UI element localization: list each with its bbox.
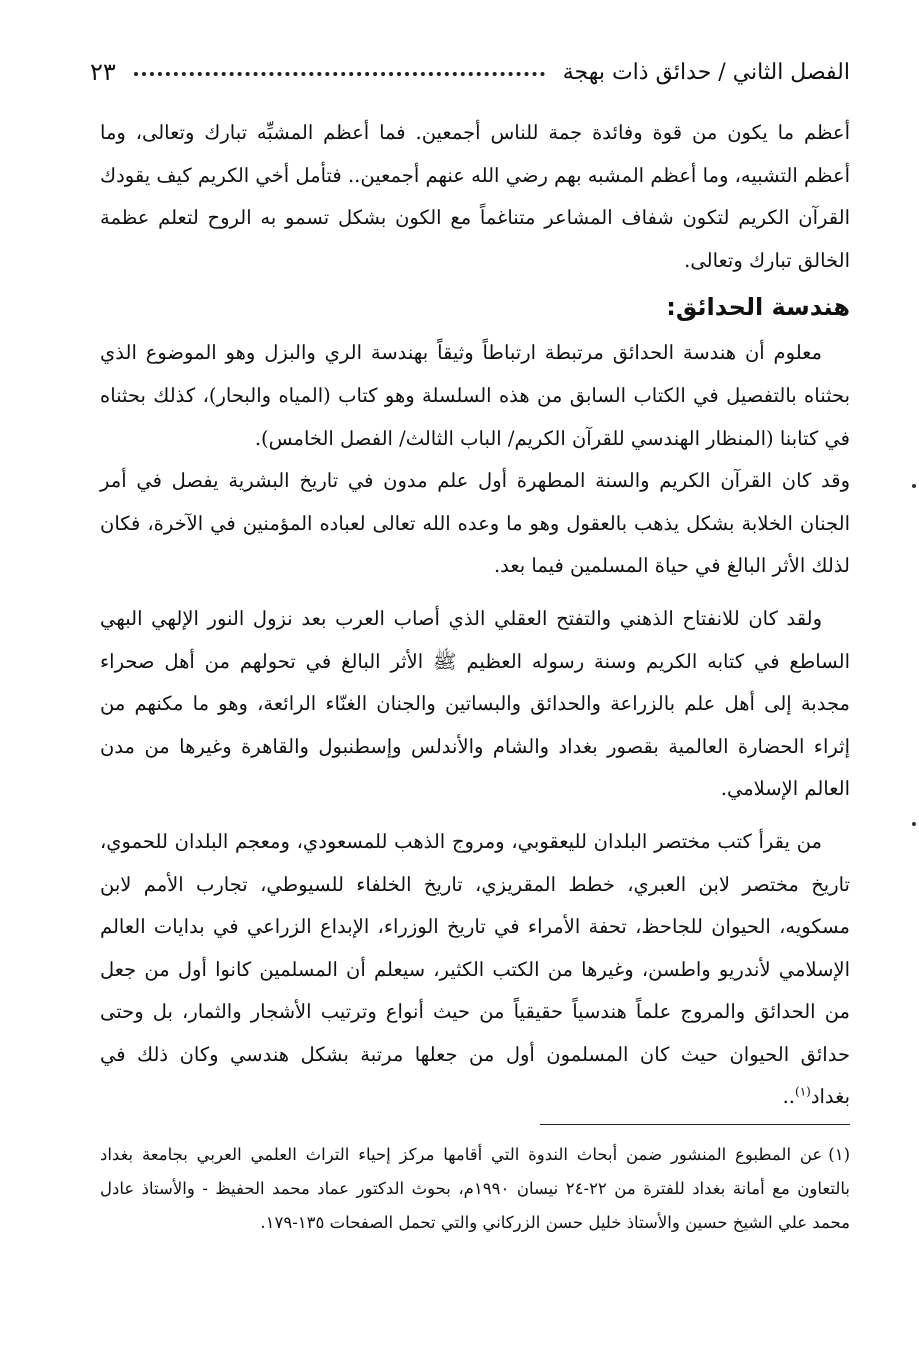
footnote-separator bbox=[540, 1124, 850, 1125]
chapter-title: الفصل الثاني / حدائق ذات بهجة bbox=[562, 59, 850, 85]
body-text bbox=[100, 112, 850, 1119]
paragraph-intro: أعظم ما يكون من قوة وفائدة جمة للناس أجمعين. فما أعظم المشبِّه تبارك وتعالى، وما أعظم التشبيه، وما أعظم المشبه بهم رضي الله عنهم أجمعين.. فتأمل أخي الكريم كيف يقودك القرآن الكريم لتكون شفاف المشاعر متناغماً مع الكون بشكل تسمو به الروح لتعلم عظمة الخالق تبارك وتعالى. bbox=[100, 121, 850, 272]
footnote-text: عن المطبوع المنشور ضمن أبحاث الندوة التي أقامها مركز إحياء التراث العلمي العربي بجامعة بغداد بالتعاون مع أمانة بغداد للفترة من ٢٢-٢٤ نيسان ١٩٩٠م، بحوث الدكتور عماد محمد الحفيظ - والأستاذ عادل محمد علي الشيخ حسين والأستاذ خليل حسن الزركاني والتي تحمل الصفحات ١٣٥-١٧٩. bbox=[100, 1145, 850, 1232]
section-heading-text: هندسة الحدائق bbox=[675, 293, 850, 322]
header-dotted-leader bbox=[134, 72, 545, 76]
paragraph-garden-engineering: معلوم أن هندسة الحدائق مرتبطة ارتباطاً وثيقاً بهندسة الري والبزل وهو الموضوع الذي بحثناه بالتفصيل في الكتاب السابق من هذه السلسلة وهو كتاب (المياه والبحار)، كذلك بحثناه في كتابنا (المنظار الهندسي للقرآن الكريم/ الباب الثالث/ الفصل الخامس). bbox=[100, 341, 850, 450]
section-heading bbox=[100, 282, 850, 332]
section-heading-colon: : bbox=[666, 293, 676, 322]
page-number: ٢٣ bbox=[90, 58, 116, 86]
footnote-reference[interactable]: (١) bbox=[795, 1084, 811, 1099]
paragraph-books-text: من يقرأ كتب مختصر البلدان لليعقوبي، ومروج الذهب للمسعودي، ومعجم البلدان للحموي، تاريخ مختصر لابن العبري، خطط المقريزي، تاريخ الخلفاء للسيوطي، تجارب الأمم لابن مسكويه، الحيوان للجاحظ، تحفة الأمراء في تاريخ الوزراء، الإبداع الزراعي في بدايات العالم الإسلامي لأندريو واطسن، وغيرها من الكتب الكثير، سيعلم أن المسلمين كانوا أول من جعل من الحدائق والمروج علماً هندسياً حقيقياً من حيث أنواع وترتيب الأشجار والثمار، بل وحتى حدائق الحيوان حيث كان المسلمون أول من جعلها مرتبة بشكل هندسي وكان ذلك في بغداد bbox=[100, 829, 850, 1109]
edge-mark bbox=[912, 484, 916, 488]
footnote-paragraph bbox=[100, 1138, 850, 1240]
footnote bbox=[100, 1138, 850, 1240]
paragraph-intellectual-openness: ولقد كان للانفتاح الذهني والتفتح العقلي الذي أصاب العرب بعد نزول النور الإلهي البهي الساطع في كتابه الكريم وسنة رسوله العظيم ﷺ الأثر البالغ في تحولهم من أهل صحراء مجدبة إلى أهل علم بالزراعة والحدائق والبساتين والجنان الغنّاء الرائعة، وهو ما مكنهم من إثراء الحضارة العالمية بقصور بغداد والشام والأندلس وإسطنبول والقاهرة وغيرها من مدن العالم الإسلامي. bbox=[100, 606, 850, 801]
paragraph-books-list bbox=[100, 821, 850, 1119]
paragraph-quran-gardens: وقد كان القرآن الكريم والسنة المطهرة أول علم مدون في تاريخ البشرية يفصل في أمر الجنان الخلابة بشكل يذهب بالعقول وهو ما وعده الله تعالى لعباده المؤمنين في الآخرة، فكان لذلك الأثر البالغ في حياة المسلمين فيما بعد. bbox=[100, 469, 850, 578]
paragraph-books-end: .. bbox=[782, 1085, 795, 1109]
edge-mark bbox=[912, 822, 916, 826]
footnote-marker: (١) bbox=[828, 1145, 850, 1164]
running-header bbox=[90, 52, 850, 92]
